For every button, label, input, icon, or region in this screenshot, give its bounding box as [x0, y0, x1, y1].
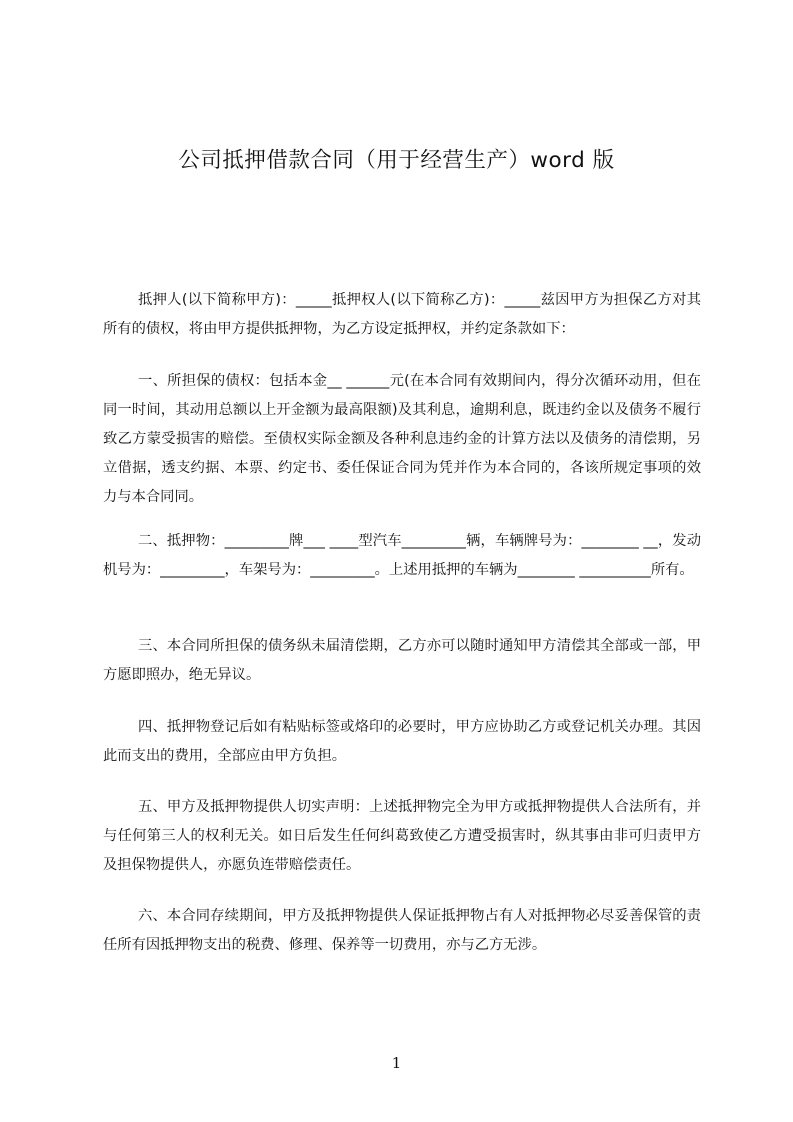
clause-6-paragraph: 六、本合同存续期间，甲方及抵押物提供人保证抵押物占有人对抵押物必尽妥善保管的责任所有因抵押物支出的税费、修理、保养等一切费用，亦与乙方无涉。	[103, 908, 701, 953]
clause-5-paragraph: 五、甲方及抵押物提供人切实声明：上述抵押物完全为甲方或抵押物提供人合法所有，并与任何第三人的权利无关。如日后发生任何纠葛致使乙方遭受损害时，纵其事由非可归责甲方及担保物提供人，亦愿负连带赔偿责任。	[103, 799, 701, 873]
clause-3-paragraph: 三、本合同所担保的债务纵未届清偿期，乙方亦可以随时通知甲方清偿其全部或一部，甲方愿即照办，绝无异议。	[103, 638, 701, 683]
document-title: 公司抵押借款合同（用于经营生产）word 版	[178, 148, 615, 173]
clause-4-paragraph: 四、抵押物登记后如有粘贴标签或烙印的必要时，甲方应协助乙方或登记机关办理。其因此而支出的费用，全部应由甲方负担。	[103, 719, 701, 764]
clause-1-paragraph: 一、所担保的债权：包括本金__ ______元(在本合同有效期间内，得分次循环动用，但在同一时间，其动用总额以上开金额为最高限额)及其利息，逾期利息，既违约金以及债务不履行致乙方蒙受损害的赔偿。至债权实际金额及各种利息违约金的计算方法以及债务的清偿期，另立借据，透支约据、本票、约定书、委任保证合同为凭并作为本合同的，各该所规定事项的效力与本合同同。	[103, 373, 701, 505]
preamble-paragraph: 抵押人(以下简称甲方)：_____抵押权人(以下简称乙方)：_____兹因甲方为担保乙方对其所有的债权，将由甲方提供抵押物，为乙方设定抵押权，并约定条款如下：	[103, 292, 701, 337]
clause-2-paragraph: 二、抵押物：_________牌___ ____型汽车_________辆，车辆牌号为：________ __，发动机号为：_________，车架号为：_________。上述用抵押的车辆为________ __________所有。	[103, 533, 701, 578]
page-number: 1	[391, 1054, 402, 1072]
